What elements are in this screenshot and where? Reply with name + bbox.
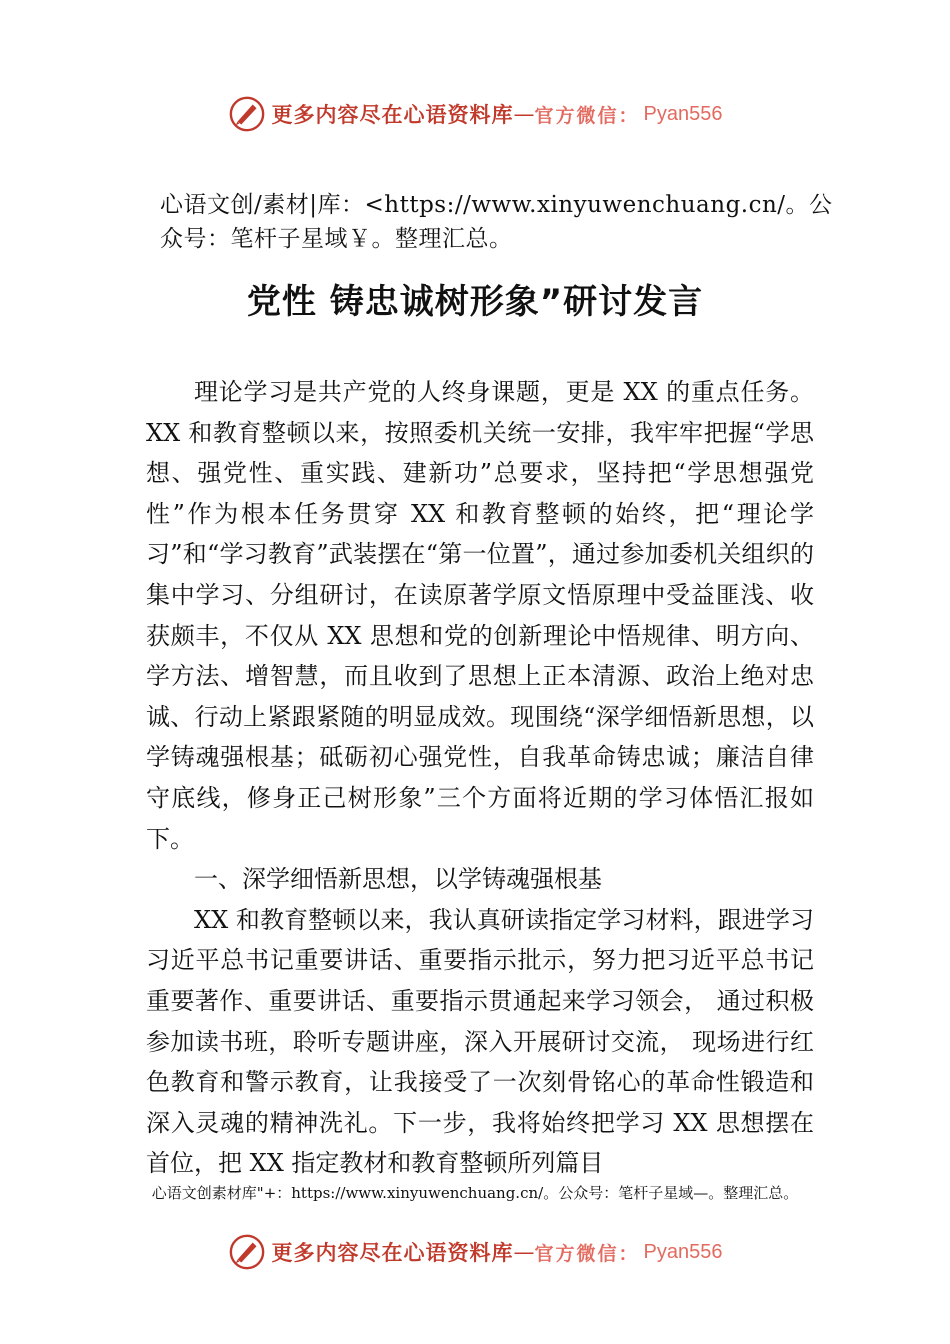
banner-main-text: 更多内容尽在心语资料库: [271, 1241, 514, 1265]
banner-dash: —: [513, 102, 535, 126]
pen-seal-logo-icon: [228, 1233, 266, 1271]
document-body: [146, 372, 814, 1184]
banner-dash: —: [513, 1240, 535, 1264]
page-title: 党性 铸忠诚树形象”研讨发言: [246, 282, 704, 322]
source-line: 心语文创/素材|库：<https://www.xinyuwenchuang.cn/。公众号：笔杆子星域￥。整理汇总。: [160, 192, 833, 252]
banner-wechat-label: 官方微信：: [534, 1242, 640, 1265]
footer-note: 心语文创素材库"+：https://www.xinyuwenchuang.cn/。公众号：笔杆子星域—。整理汇总。: [151, 1184, 799, 1202]
paragraph: XX 和教育整顿以来，我认真研读指定学习材料，跟进学习习近平总书记重要讲话、重要指示批示，努力把习近平总书记重要著作、重要讲话、重要指示贯通起来学习领会， 通过积极参加读书班，聆听专题讲座，深入开展研讨交流， 现场进行红色教育和警示教育，让我接受了一次刻骨铭心的革命性锻造和深入灵魂的精神洗礼。下一步，我将始终把学习 XX 思想摆在首位，把 XX 指定教材和教育整顿所列篇目: [146, 905, 814, 1178]
pen-seal-logo-icon: [228, 95, 266, 133]
banner-main-text: 更多内容尽在心语资料库: [271, 103, 514, 127]
banner-wechat-id: Pyan556: [643, 1240, 723, 1263]
banner-wechat-id: Pyan556: [643, 102, 723, 125]
paragraph: 理论学习是共产党的人终身课题，更是 XX 的重点任务。XX 和教育整顿以来，按照委机关统一安排，我牢牢把握“学思想、强党性、重实践、建新功”总要求，坚持把“学思想强党性”作为根本任务贯穿 XX 和教育整顿的始终，把“理论学习”和“学习教育”武装摆在“第一位置”，通过参加委机关组织的集中学习、分组研讨，在读原著学原文悟原理中受益匪浅、收获颇丰，不仅从 XX 思想和党的创新理论中悟规律、明方向、学方法、增智慧，而且收到了思想上正本清源、政治上绝对忠诚、行动上紧跟紧随的明显成效。现围绕“深学细悟新思想，以学铸魂强根基；砥砺初心强党性，自我革命铸忠诚；廉洁自律守底线，修身正己树形象”三个方面将近期的学习体悟汇报如下。: [146, 378, 814, 853]
footer-banner: [0, 1232, 950, 1272]
banner-wechat-label: 官方微信：: [534, 104, 640, 127]
header-banner: [0, 94, 950, 134]
section-heading: 一、深学细悟新思想，以学铸魂强根基: [194, 865, 602, 894]
